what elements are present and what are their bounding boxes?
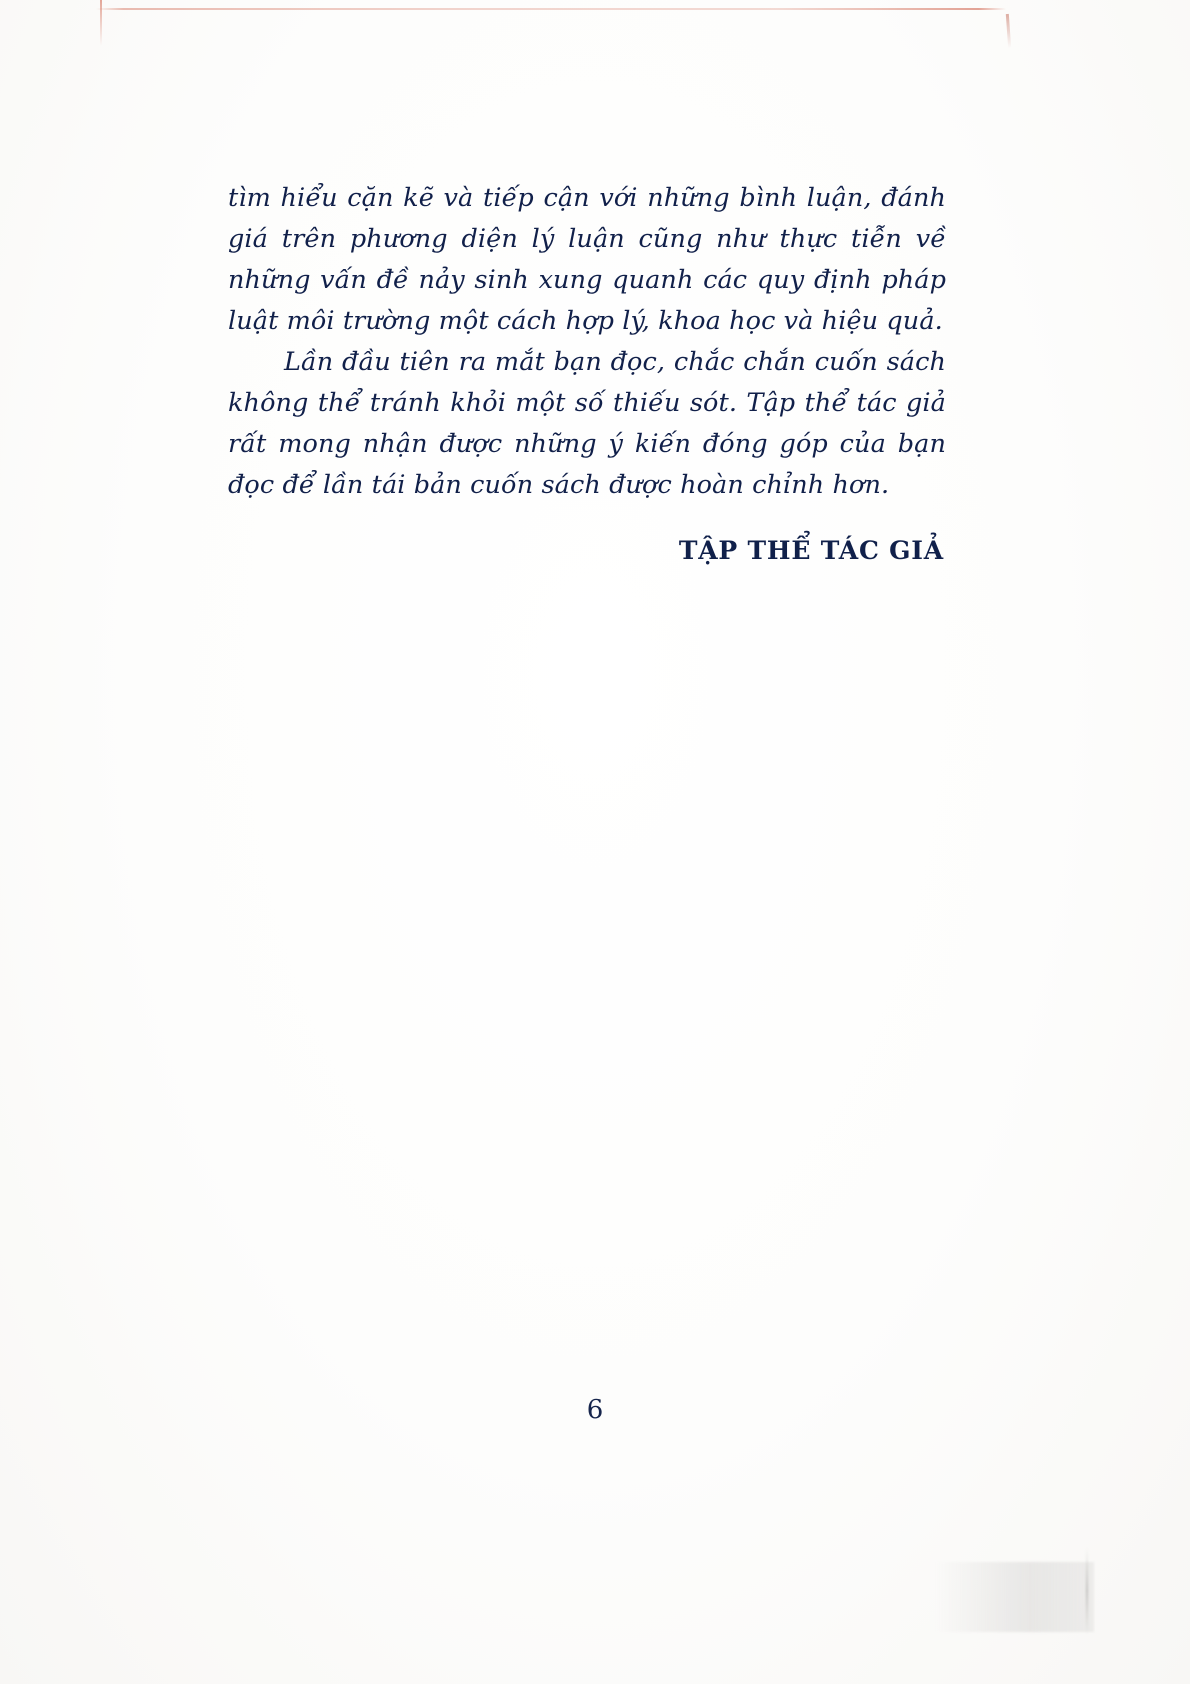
- scan-artifact-bottom-right: [934, 1562, 1094, 1632]
- scan-artifact-left-edge: [100, 0, 102, 46]
- paragraph-1: tìm hiểu cặn kẽ và tiếp cận với những bình luận, đánh giá trên phương diện lý luận cũng như thực tiễn về những vấn đề nảy sinh xung quanh các quy định pháp luật môi trường một cách hợp lý, khoa học và hiệu quả.: [228, 183, 946, 336]
- page-number: 6: [586, 1395, 604, 1425]
- page-body-text: [228, 178, 946, 565]
- scan-artifact-right-edge: [1006, 14, 1011, 48]
- author-signature: TẬP THỂ TÁC GIẢ: [678, 536, 944, 565]
- scan-artifact-top-edge: [96, 8, 1006, 10]
- paragraph-2: Lần đầu tiên ra mắt bạn đọc, chắc chắn cuốn sách không thể tránh khỏi một số thiếu sót. Tập thể tác giả rất mong nhận được những ý kiến đóng góp của bạn đọc để lần tái bản cuốn sách được hoàn chỉnh hơn.: [228, 347, 946, 500]
